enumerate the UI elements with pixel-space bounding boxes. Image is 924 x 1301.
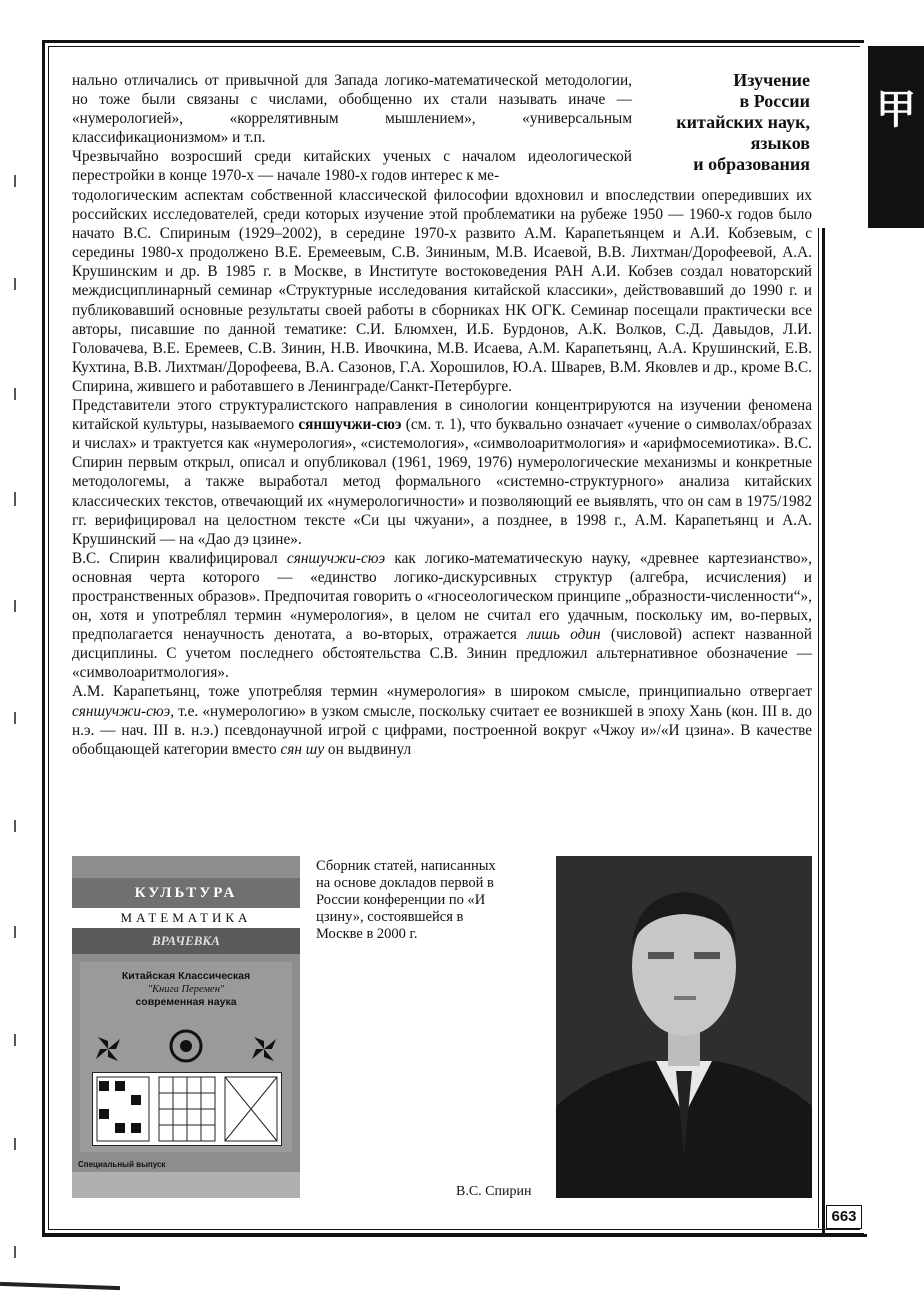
margin-mark	[14, 820, 16, 832]
heading-line: Изучение	[733, 70, 810, 90]
portrait-icon	[556, 856, 812, 1198]
cover-panel	[80, 962, 292, 1152]
right-rule-inner	[818, 228, 819, 1228]
book-cover-image	[72, 856, 300, 1198]
paragraph-2-start: Чрезвычайно возросший среди китайских ученых с началом идеологической перестройки в конце 1970-х — начале 1980-х годов интерес к ме-	[72, 148, 632, 185]
main-text	[72, 186, 812, 759]
bottom-rule	[42, 1234, 867, 1237]
cover-footer-band	[72, 1172, 300, 1198]
section-heading	[640, 70, 810, 175]
margin-mark	[14, 600, 16, 612]
heading-line: в России	[739, 91, 810, 111]
margin-mark	[14, 492, 16, 506]
paragraph-4: В.С. Спирин квалифицировал сяншучжи-сюэ как логико-математическую науку, «древнее картезианство», основная черта которого — «единство логико-дискурсивных структур (алгебра, исчисления) и пространственных образов». Предпочитая говорить о «гносеологическом принципе „образности-численности“», он, хотя и употреблял термин «нумерология», в целом не считал его удачным, поскольку им, во-первых, предполагается ненаучность денотата, а во-вторых, отражается лишь один (числовой) аспект названной дисциплины. С учетом последнего обстоятельства С.В. Зинин предложил альтернативное обозначение — «символоаритмология».	[72, 549, 812, 682]
scan-artifact	[0, 1282, 120, 1290]
margin-mark	[14, 1246, 16, 1258]
grid-diagram-icon	[93, 1073, 281, 1145]
right-rule	[822, 228, 825, 1236]
portrait-caption: В.С. Спирин	[456, 1184, 532, 1199]
cover-footer: Специальный выпуск	[78, 1160, 166, 1169]
margin-mark	[14, 175, 16, 187]
section-tab-glyph: 甲	[876, 86, 916, 133]
margin-mark	[14, 388, 16, 400]
margin-mark	[14, 926, 16, 938]
cover-grid-diagram	[92, 1072, 282, 1146]
cover-band-culture: КУЛЬТУРА	[72, 878, 300, 908]
margin-mark	[14, 712, 16, 724]
cover-title: Китайская Классическая "Книга Перемен" современная наука	[121, 970, 251, 1008]
paragraph-1: нально отличались от привычной для Запада логико-математической методологии, но тоже были связаны с числами, обобщенно их стали называть иначе — «нумерологией», «коррелятивным мышлением», «универсальным классификационизмом» и т.п.	[72, 72, 632, 147]
page-number: 663	[826, 1205, 862, 1229]
heading-line: языков	[750, 133, 810, 153]
paragraph-2: тодологическим аспектам собственной классической философии вдохновил и впоследствии опередивших их российских исследователей, среди которых изучение этой проблематики на рубеже 1950 — 1960-х годов было начато В.С. Спириным (1929–2002), в середине 1970-х развито А.М. Карапетьянцем и А.И. Кобзевым, с середины 1980-х продолжено В.Е. Еремеевым, С.В. Зининым, М.В. Исаевой, В.В. Лихтман/Дорофеевой, А.А. Крушинским и др. В 1985 г. в Москве, в Институте востоковедения РАН А.И. Кобзев создал новаторский междисциплинарный семинар «Структурные исследования китайской классики», действовавший до 1990 г. и публиковавший основные результаты своей работы в сборниках НК ОГК. Семинар посещали практически все авторы, писавшие по данной тематике: С.И. Блюмхен, И.Б. Бурдонов, А.К. Волков, С.Д. Давыдов, Л.И. Головачева, В.Е. Еремеев, С.В. Зинин, Н.В. Ивочкина, М.В. Исаева, А.М. Карапетьянц, А.А. Крушинский, Е.В. Кухтина, В.В. Лихтман/Дорофеева, В.А. Сазонов, Г.А. Хорошилов, Ю.А. Шварев, В.М. Яковлев и др., кроме В.С. Спирина, жившего и работавшего в Ленинграде/Санкт-Петербурге.	[72, 187, 812, 395]
margin-mark	[14, 1034, 16, 1046]
cover-band-logo: ВРАЧЕВКА	[72, 928, 300, 954]
margin-mark	[14, 1138, 16, 1150]
paragraph-3: Представители этого структуралистского направления в синологии концентрируются на изучении феномена китайской культуры, называемого сяншучжи-сюэ (см. т. 1), что буквально означает «учение о символах/образах и числах» и трактуется как «нумерология», «системология», «символоаритмология» и «арифмосемиотика». В.С. Спирин первым открыл, описал и опубликовал (1961, 1969, 1976) нумерологические механизмы и конкретные методологемы, а также выработал метод формального «системно-структурного» анализа китайских классических текстов, отвечающий их «нумерологичности» и позволяющий ее выявлять, что он сам в 1975/1982 гг. верифицировал на целостном тексте «Си цы чжуани», а позднее, в 1998 г., А.М. Карапетьянц и А.А. Крушинский — на «Дао дэ цзине».	[72, 397, 812, 548]
section-tab	[868, 46, 924, 228]
cover-band-math: МАТЕМАТИКА	[72, 908, 300, 928]
margin-mark	[14, 278, 16, 290]
heading-line: и образования	[693, 154, 810, 174]
figure-caption: Сборник статей, написанных на основе докладов первой в России конференции по «И цзину», состоявшейся в Москве в 2000 г.	[316, 858, 496, 942]
paragraph-5: А.М. Карапетьянц, тоже употребляя термин «нумерология» в широком смысле, принципиально отвергает сяншучжи-сюэ, т.е. «нумерологию» в узком смысле, поскольку считает ее возникшей в эпоху Хань (кон. III в. до н.э. — нач. III в. н.э.) псевдонаучной игрой с цифрами, построенной вокруг «Чжоу и»/«И цзина». В качестве обобщающей категории вместо сян шу он выдвинул	[72, 683, 812, 758]
portrait-photo	[556, 856, 812, 1198]
heading-line: китайских наук,	[676, 112, 810, 132]
